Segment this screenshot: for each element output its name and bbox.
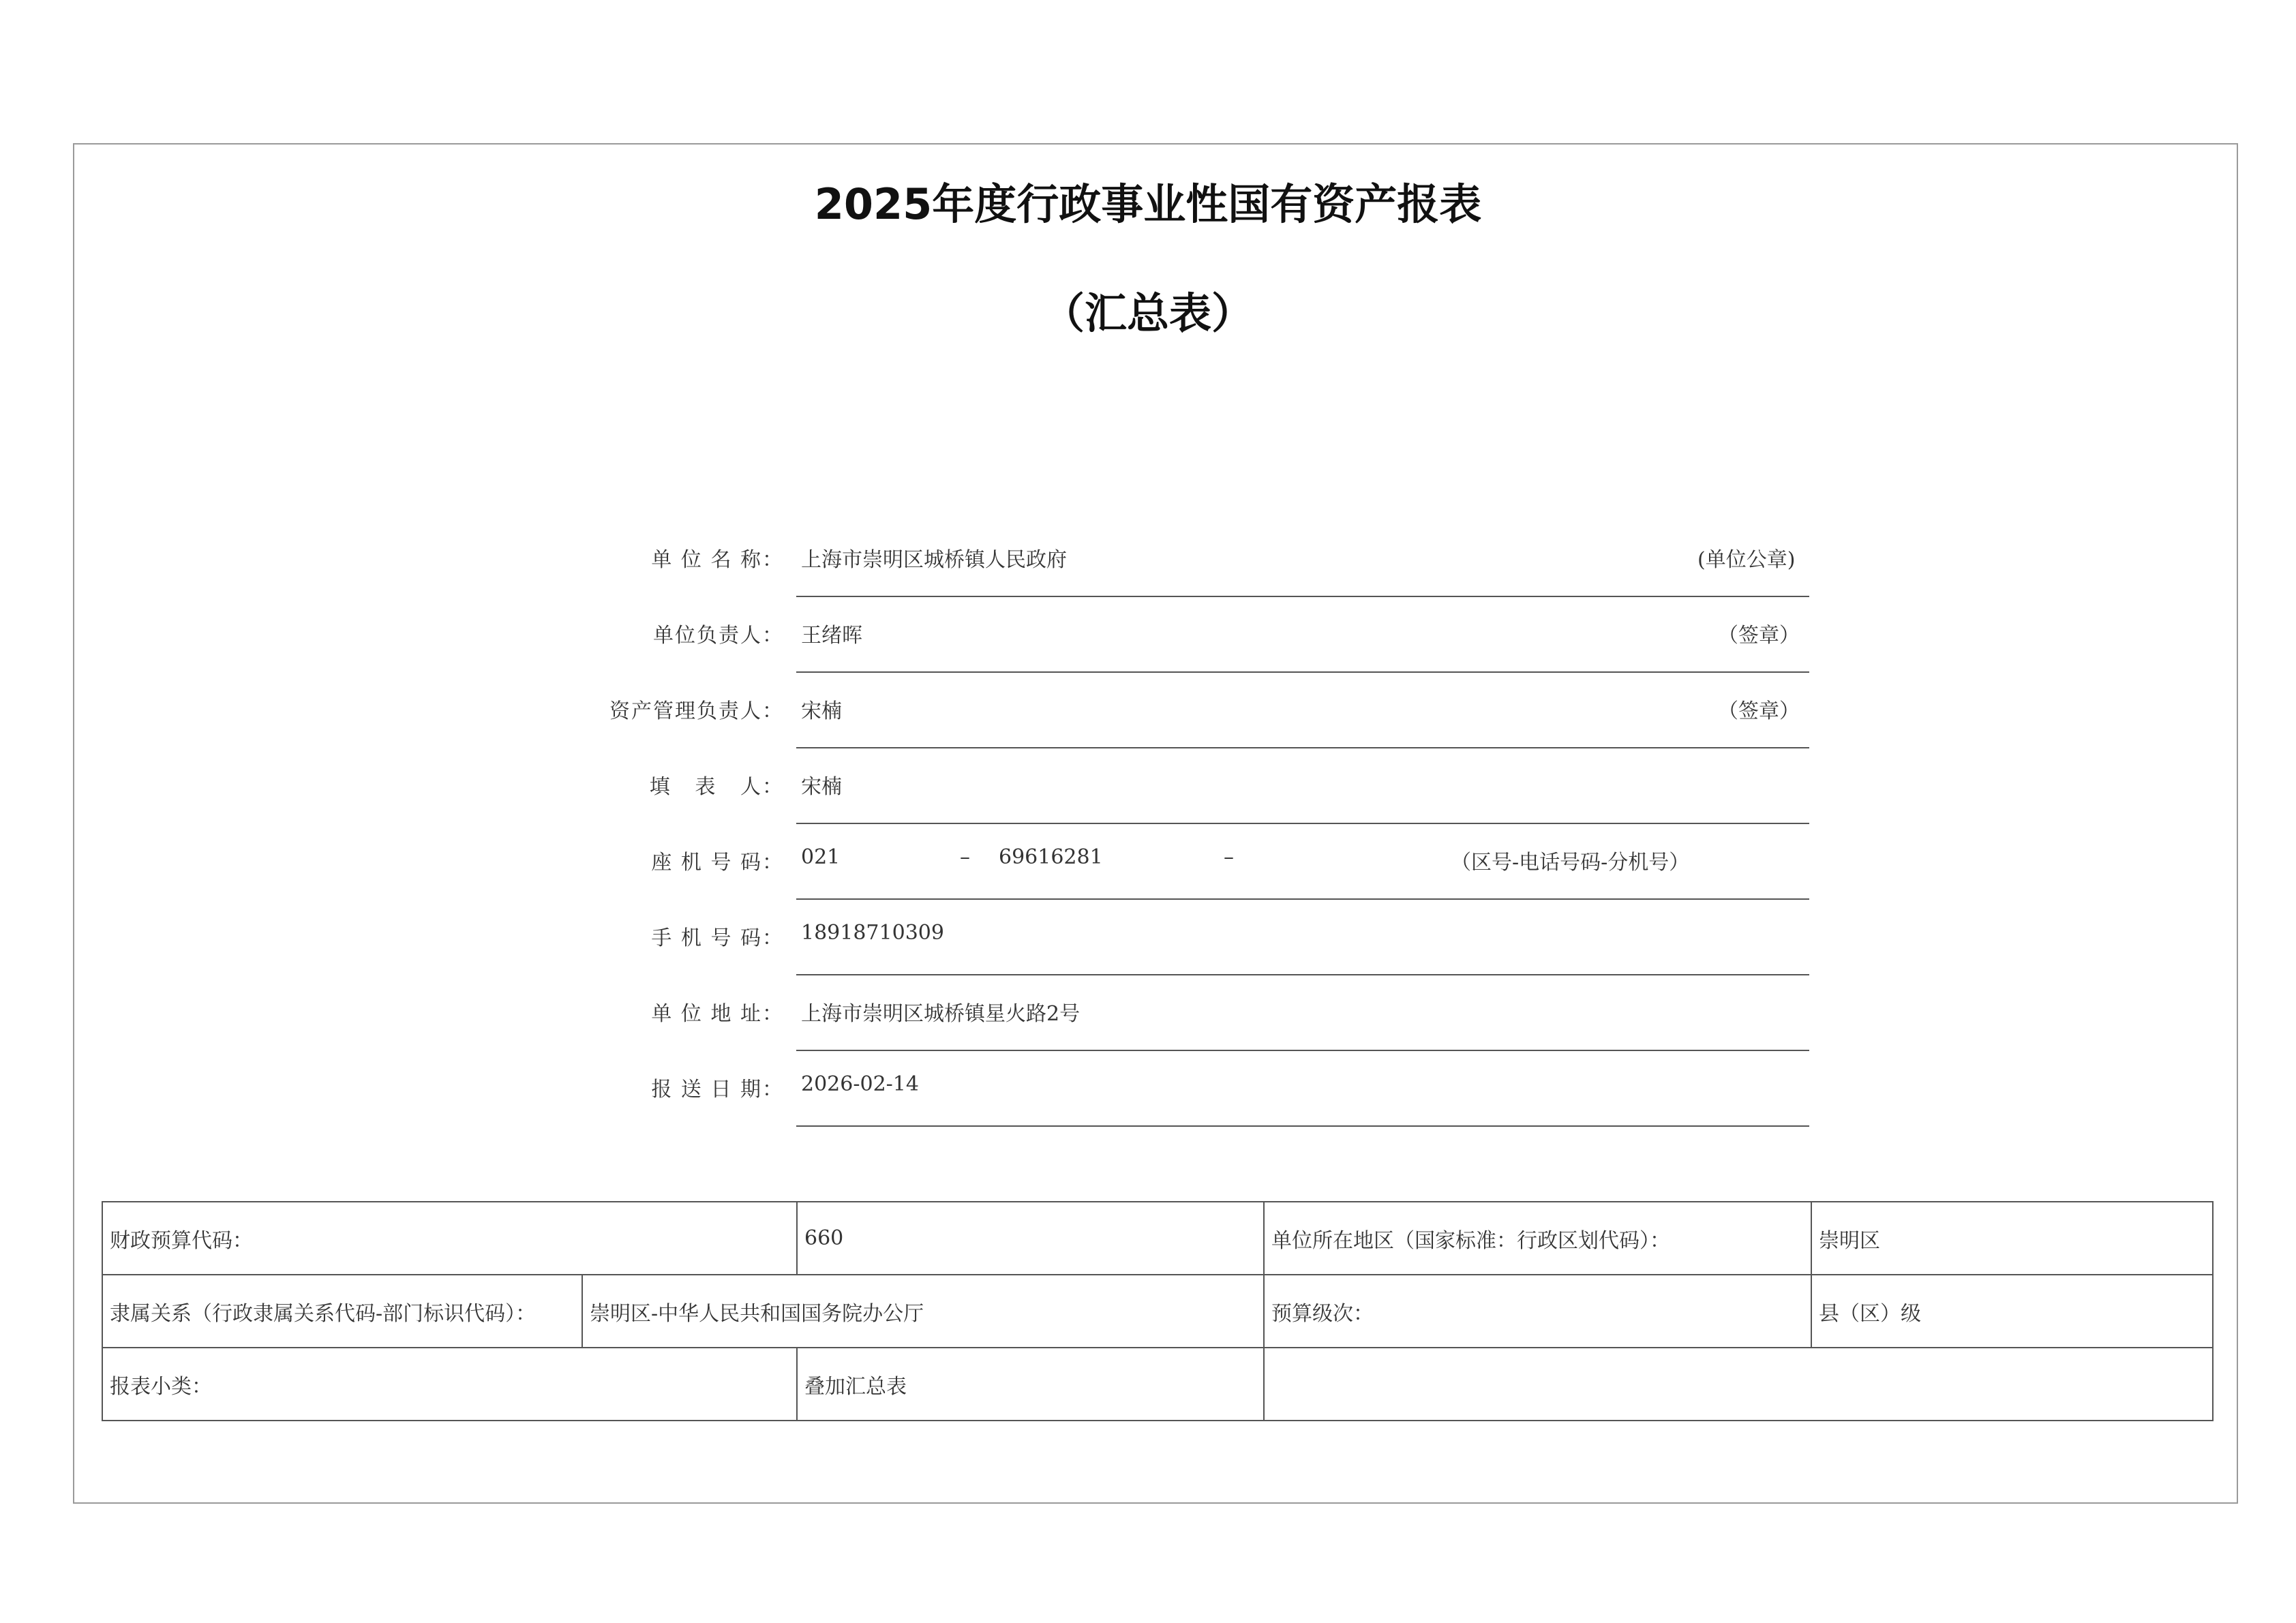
mobile-underline bbox=[796, 974, 1809, 975]
region-label: 单位所在地区（国家标准：行政区划代码）： bbox=[1264, 1202, 1811, 1275]
info-grid bbox=[102, 1201, 2214, 1421]
asset-head-underline bbox=[796, 747, 1809, 748]
report-subtitle: （汇总表） bbox=[1042, 288, 1254, 338]
budget-level-value: 县（区）级 bbox=[1811, 1275, 2213, 1348]
unit-head-value: 王绪晖 bbox=[801, 624, 862, 648]
landline-underline bbox=[796, 898, 1809, 900]
budget-level-label: 预算级次： bbox=[1264, 1275, 1811, 1348]
address-label: 单 位 地 址： bbox=[651, 1002, 784, 1026]
date-value: 2026-02-14 bbox=[801, 1072, 919, 1096]
affiliation-label: 隶属关系（行政隶属关系代码-部门标识代码）： bbox=[102, 1275, 582, 1348]
unit-name-underline bbox=[796, 596, 1809, 597]
unit-head-sign-note: （签章） bbox=[1718, 624, 1800, 648]
asset-head-value: 宋楠 bbox=[801, 699, 842, 723]
unit-head-label: 单位负责人： bbox=[653, 624, 784, 648]
affiliation-value: 崇明区-中华人民共和国国务院办公厅 bbox=[582, 1275, 1264, 1348]
landline-sep-2: – bbox=[1224, 845, 1234, 869]
unit-name-value: 上海市崇明区城桥镇人民政府 bbox=[801, 548, 1067, 572]
table-row bbox=[102, 1348, 2213, 1421]
landline-label: 座 机 号 码： bbox=[651, 851, 784, 875]
date-label: 报 送 日 期： bbox=[651, 1078, 784, 1102]
unit-seal-note: (单位公章) bbox=[1697, 548, 1796, 572]
mobile-value: 18918710309 bbox=[801, 921, 944, 945]
address-underline bbox=[796, 1050, 1809, 1051]
preparer-value: 宋楠 bbox=[801, 775, 842, 799]
unit-name-label: 单 位 名 称： bbox=[651, 548, 784, 572]
landline-sep-1: – bbox=[960, 845, 970, 869]
mobile-label: 手 机 号 码： bbox=[651, 926, 784, 950]
asset-head-sign-note: （签章） bbox=[1718, 699, 1800, 723]
address-value: 上海市崇明区城桥镇星火路2号 bbox=[801, 1002, 1081, 1026]
budget-code-value: 660 bbox=[797, 1202, 1264, 1275]
landline-format-note: （区号-电话号码-分机号） bbox=[1451, 851, 1690, 875]
region-value: 崇明区 bbox=[1811, 1202, 2213, 1275]
report-type-label: 报表小类： bbox=[102, 1348, 797, 1421]
table-row bbox=[102, 1202, 2213, 1275]
budget-code-label: 财政预算代码： bbox=[102, 1202, 797, 1275]
landline-number: 69616281 bbox=[999, 845, 1103, 869]
landline-area: 021 bbox=[801, 845, 841, 869]
table-row bbox=[102, 1275, 2213, 1348]
unit-head-underline bbox=[796, 671, 1809, 673]
empty-cell bbox=[1264, 1348, 2213, 1421]
preparer-label: 填 表 人： bbox=[649, 775, 784, 799]
report-title: 2025年度行政事业性国有资产报表 bbox=[814, 179, 1482, 229]
asset-head-label: 资产管理负责人： bbox=[609, 699, 784, 723]
date-underline bbox=[796, 1125, 1809, 1127]
preparer-underline bbox=[796, 823, 1809, 824]
report-type-value: 叠加汇总表 bbox=[797, 1348, 1264, 1421]
